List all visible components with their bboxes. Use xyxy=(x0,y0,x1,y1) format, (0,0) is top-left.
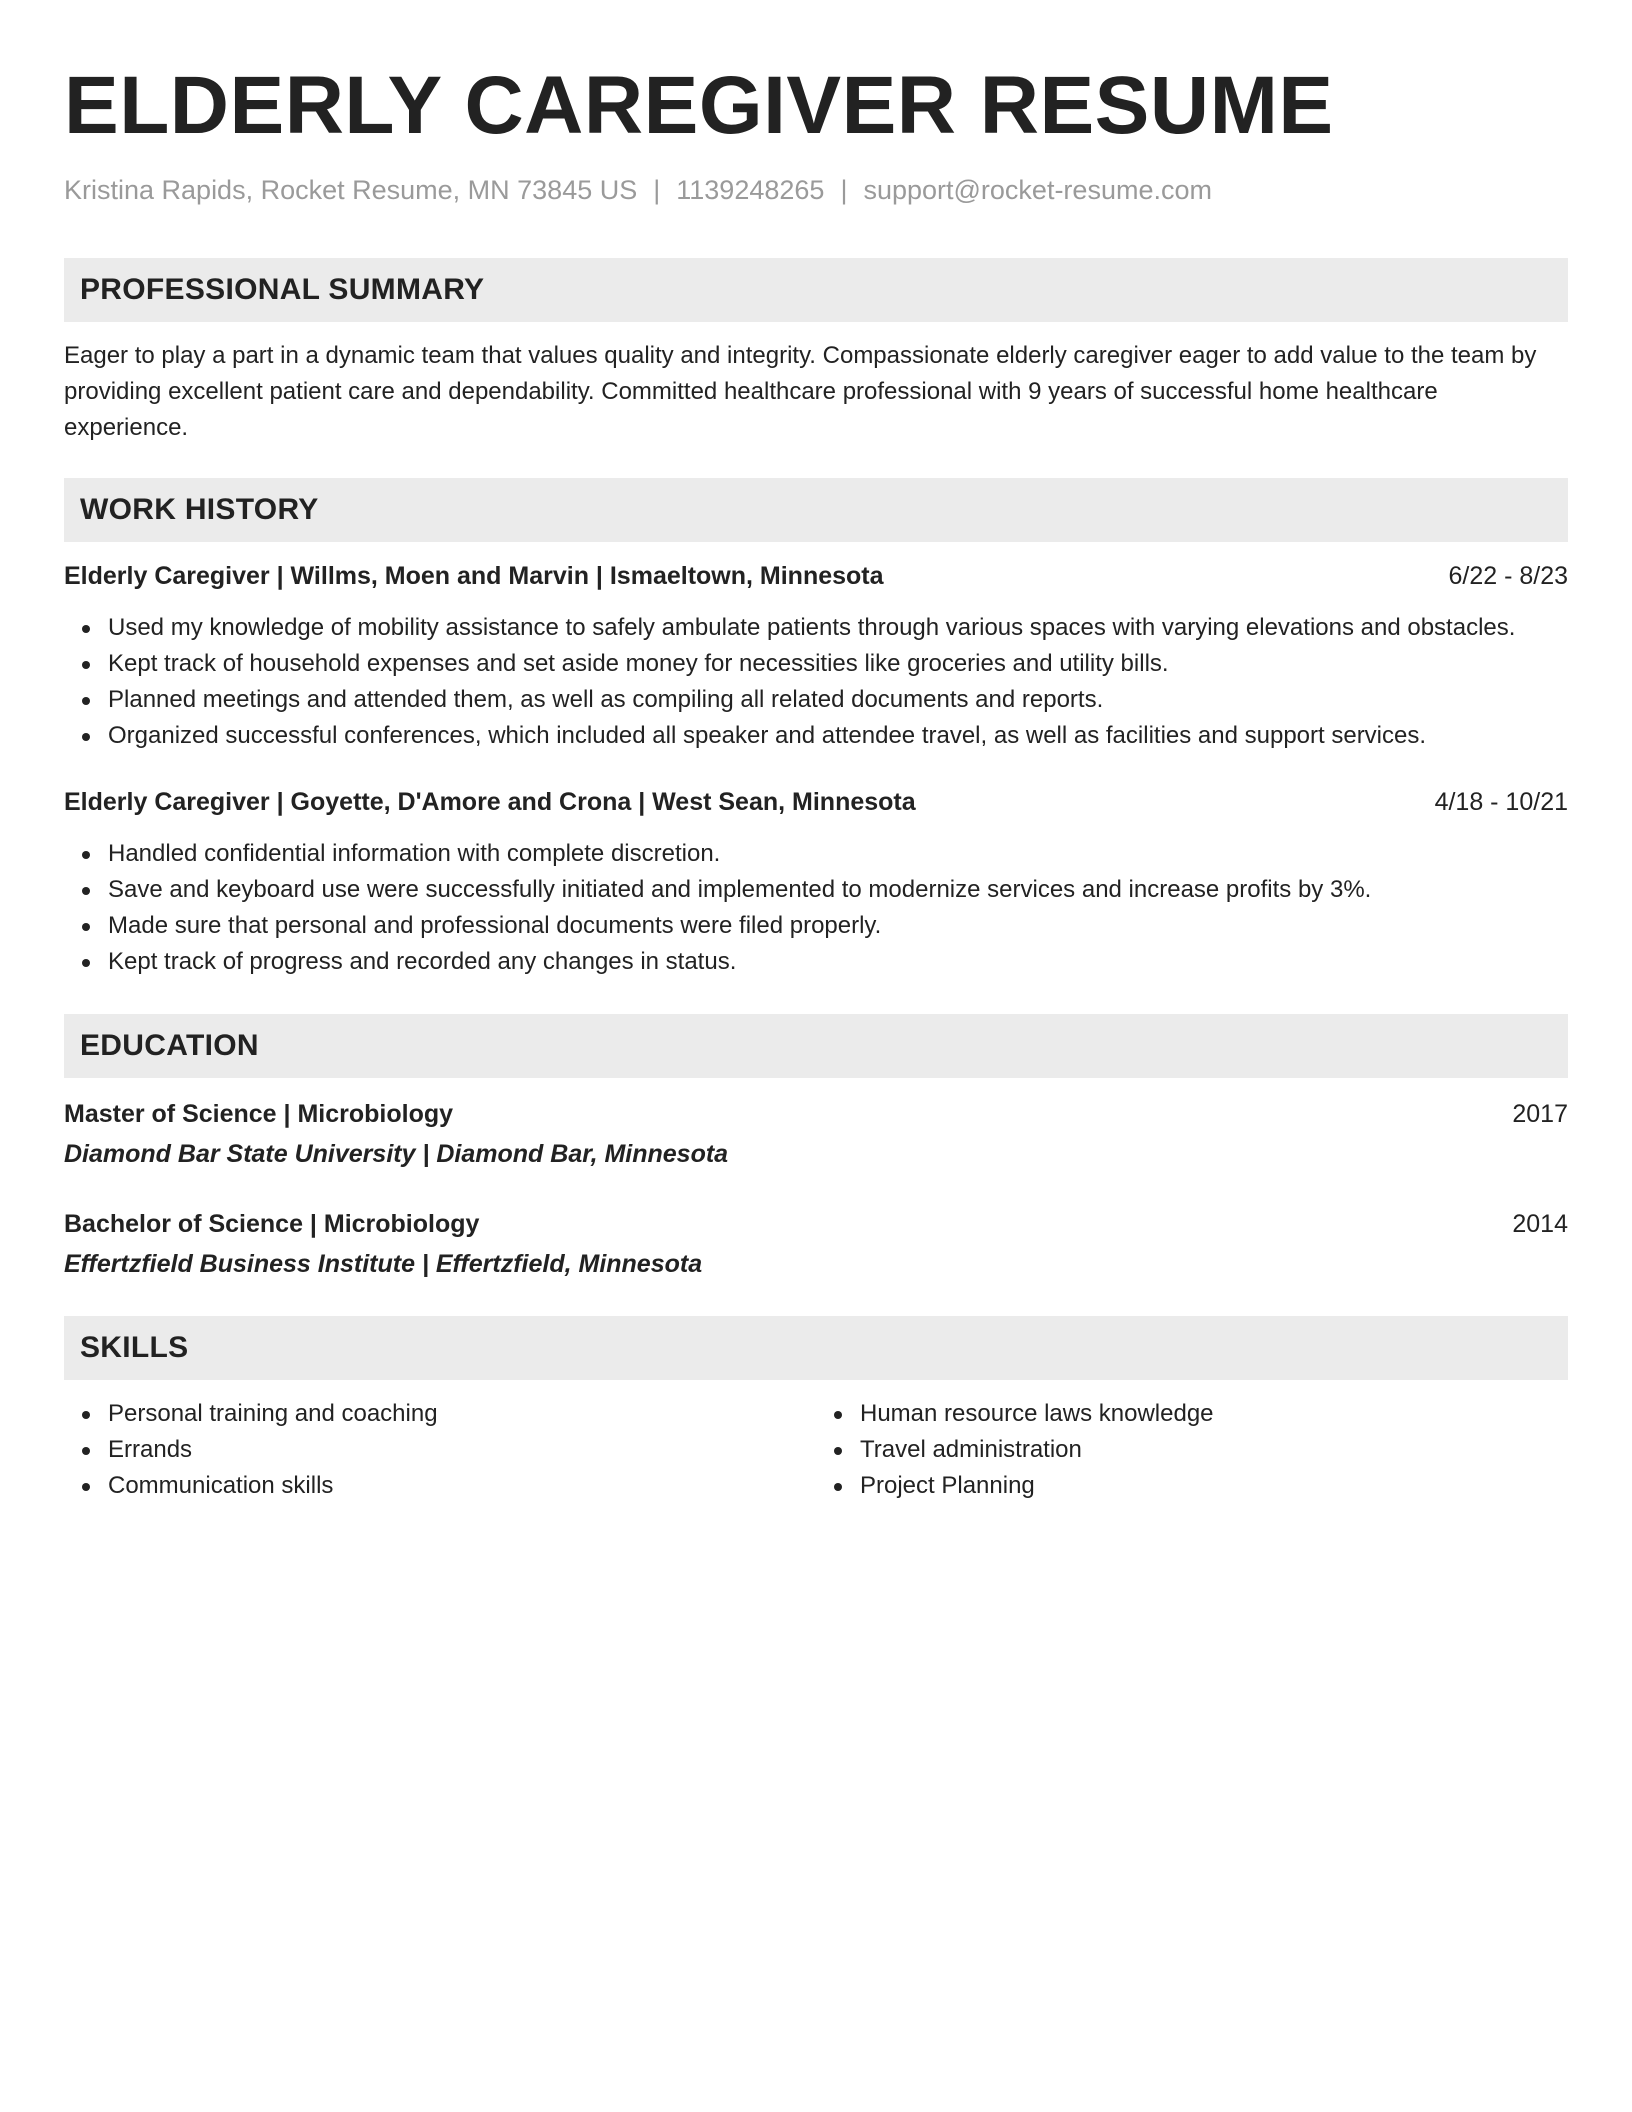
section-header-education: EDUCATION xyxy=(64,1014,1568,1078)
job-entry-header xyxy=(64,784,1568,820)
resume-title: ELDERLY CAREGIVER RESUME xyxy=(64,60,1334,151)
skills-column-left xyxy=(64,1396,816,1504)
degree-year: 2014 xyxy=(1512,1210,1568,1238)
skill-item: Travel administration xyxy=(860,1432,1568,1468)
degree-title: Master of Science | Microbiology xyxy=(64,1100,454,1128)
skill-item: Errands xyxy=(108,1432,816,1468)
list-item: Save and keyboard use were successfully initiated and implemented to modernize services and increase profits by 3%. xyxy=(108,872,1568,908)
list-item: Organized successful conferences, which included all speaker and attendee travel, as well as facilities and support services. xyxy=(108,718,1568,754)
contact-phone: 1139248265 xyxy=(676,175,825,205)
job-dates: 4/18 - 10/21 xyxy=(1434,788,1568,816)
skill-item: Project Planning xyxy=(860,1468,1568,1504)
job-bullet-list xyxy=(64,610,1568,754)
school-name: Diamond Bar State University | Diamond Bar, Minnesota xyxy=(64,1140,729,1168)
contact-separator: | xyxy=(653,175,661,205)
education-entry-header xyxy=(64,1096,1568,1132)
education-entry-header xyxy=(64,1206,1568,1242)
list-item: Kept track of progress and recorded any changes in status. xyxy=(108,944,1568,980)
job-title: Elderly Caregiver | Goyette, D'Amore and Crona | West Sean, Minnesota xyxy=(64,788,916,816)
skills-column-right xyxy=(816,1396,1568,1504)
skills-columns xyxy=(64,1396,1568,1504)
degree-title: Bachelor of Science | Microbiology xyxy=(64,1210,480,1238)
contact-email: support@rocket-resume.com xyxy=(863,175,1212,205)
skills-list xyxy=(816,1396,1568,1504)
list-item: Handled confidential information with complete discretion. xyxy=(108,836,1568,872)
job-bullet-list xyxy=(64,836,1568,980)
school-name: Effertzfield Business Institute | Effertzfield, Minnesota xyxy=(64,1250,703,1278)
degree-year: 2017 xyxy=(1512,1100,1568,1128)
skill-item: Personal training and coaching xyxy=(108,1396,816,1432)
skill-item: Communication skills xyxy=(108,1468,816,1504)
contact-address: Kristina Rapids, Rocket Resume, MN 73845 US xyxy=(64,175,638,205)
list-item: Used my knowledge of mobility assistance to safely ambulate patients through various spaces with varying elevations and obstacles. xyxy=(108,610,1568,646)
list-item: Planned meetings and attended them, as well as compiling all related documents and reports. xyxy=(108,682,1568,718)
section-header-work-history: WORK HISTORY xyxy=(64,478,1568,542)
summary-text: Eager to play a part in a dynamic team that values quality and integrity. Compassionate elderly caregiver eager to add value to the team by providing excellent patient care and dependability. Committed healthcare professional with 9 years of successful home healthcare experience. xyxy=(64,342,1537,441)
job-title: Elderly Caregiver | Willms, Moen and Marvin | Ismaeltown, Minnesota xyxy=(64,562,884,590)
list-item: Kept track of household expenses and set aside money for necessities like groceries and utility bills. xyxy=(108,646,1568,682)
skills-list xyxy=(64,1396,816,1504)
skill-item: Human resource laws knowledge xyxy=(860,1396,1568,1432)
section-header-summary: PROFESSIONAL SUMMARY xyxy=(64,258,1568,322)
job-entry-header xyxy=(64,558,1568,594)
list-item: Made sure that personal and professional documents were filed properly. xyxy=(108,908,1568,944)
job-dates: 6/22 - 8/23 xyxy=(1448,562,1568,590)
section-header-skills: SKILLS xyxy=(64,1316,1568,1380)
contact-separator: | xyxy=(840,175,848,205)
contact-line xyxy=(64,172,1568,208)
